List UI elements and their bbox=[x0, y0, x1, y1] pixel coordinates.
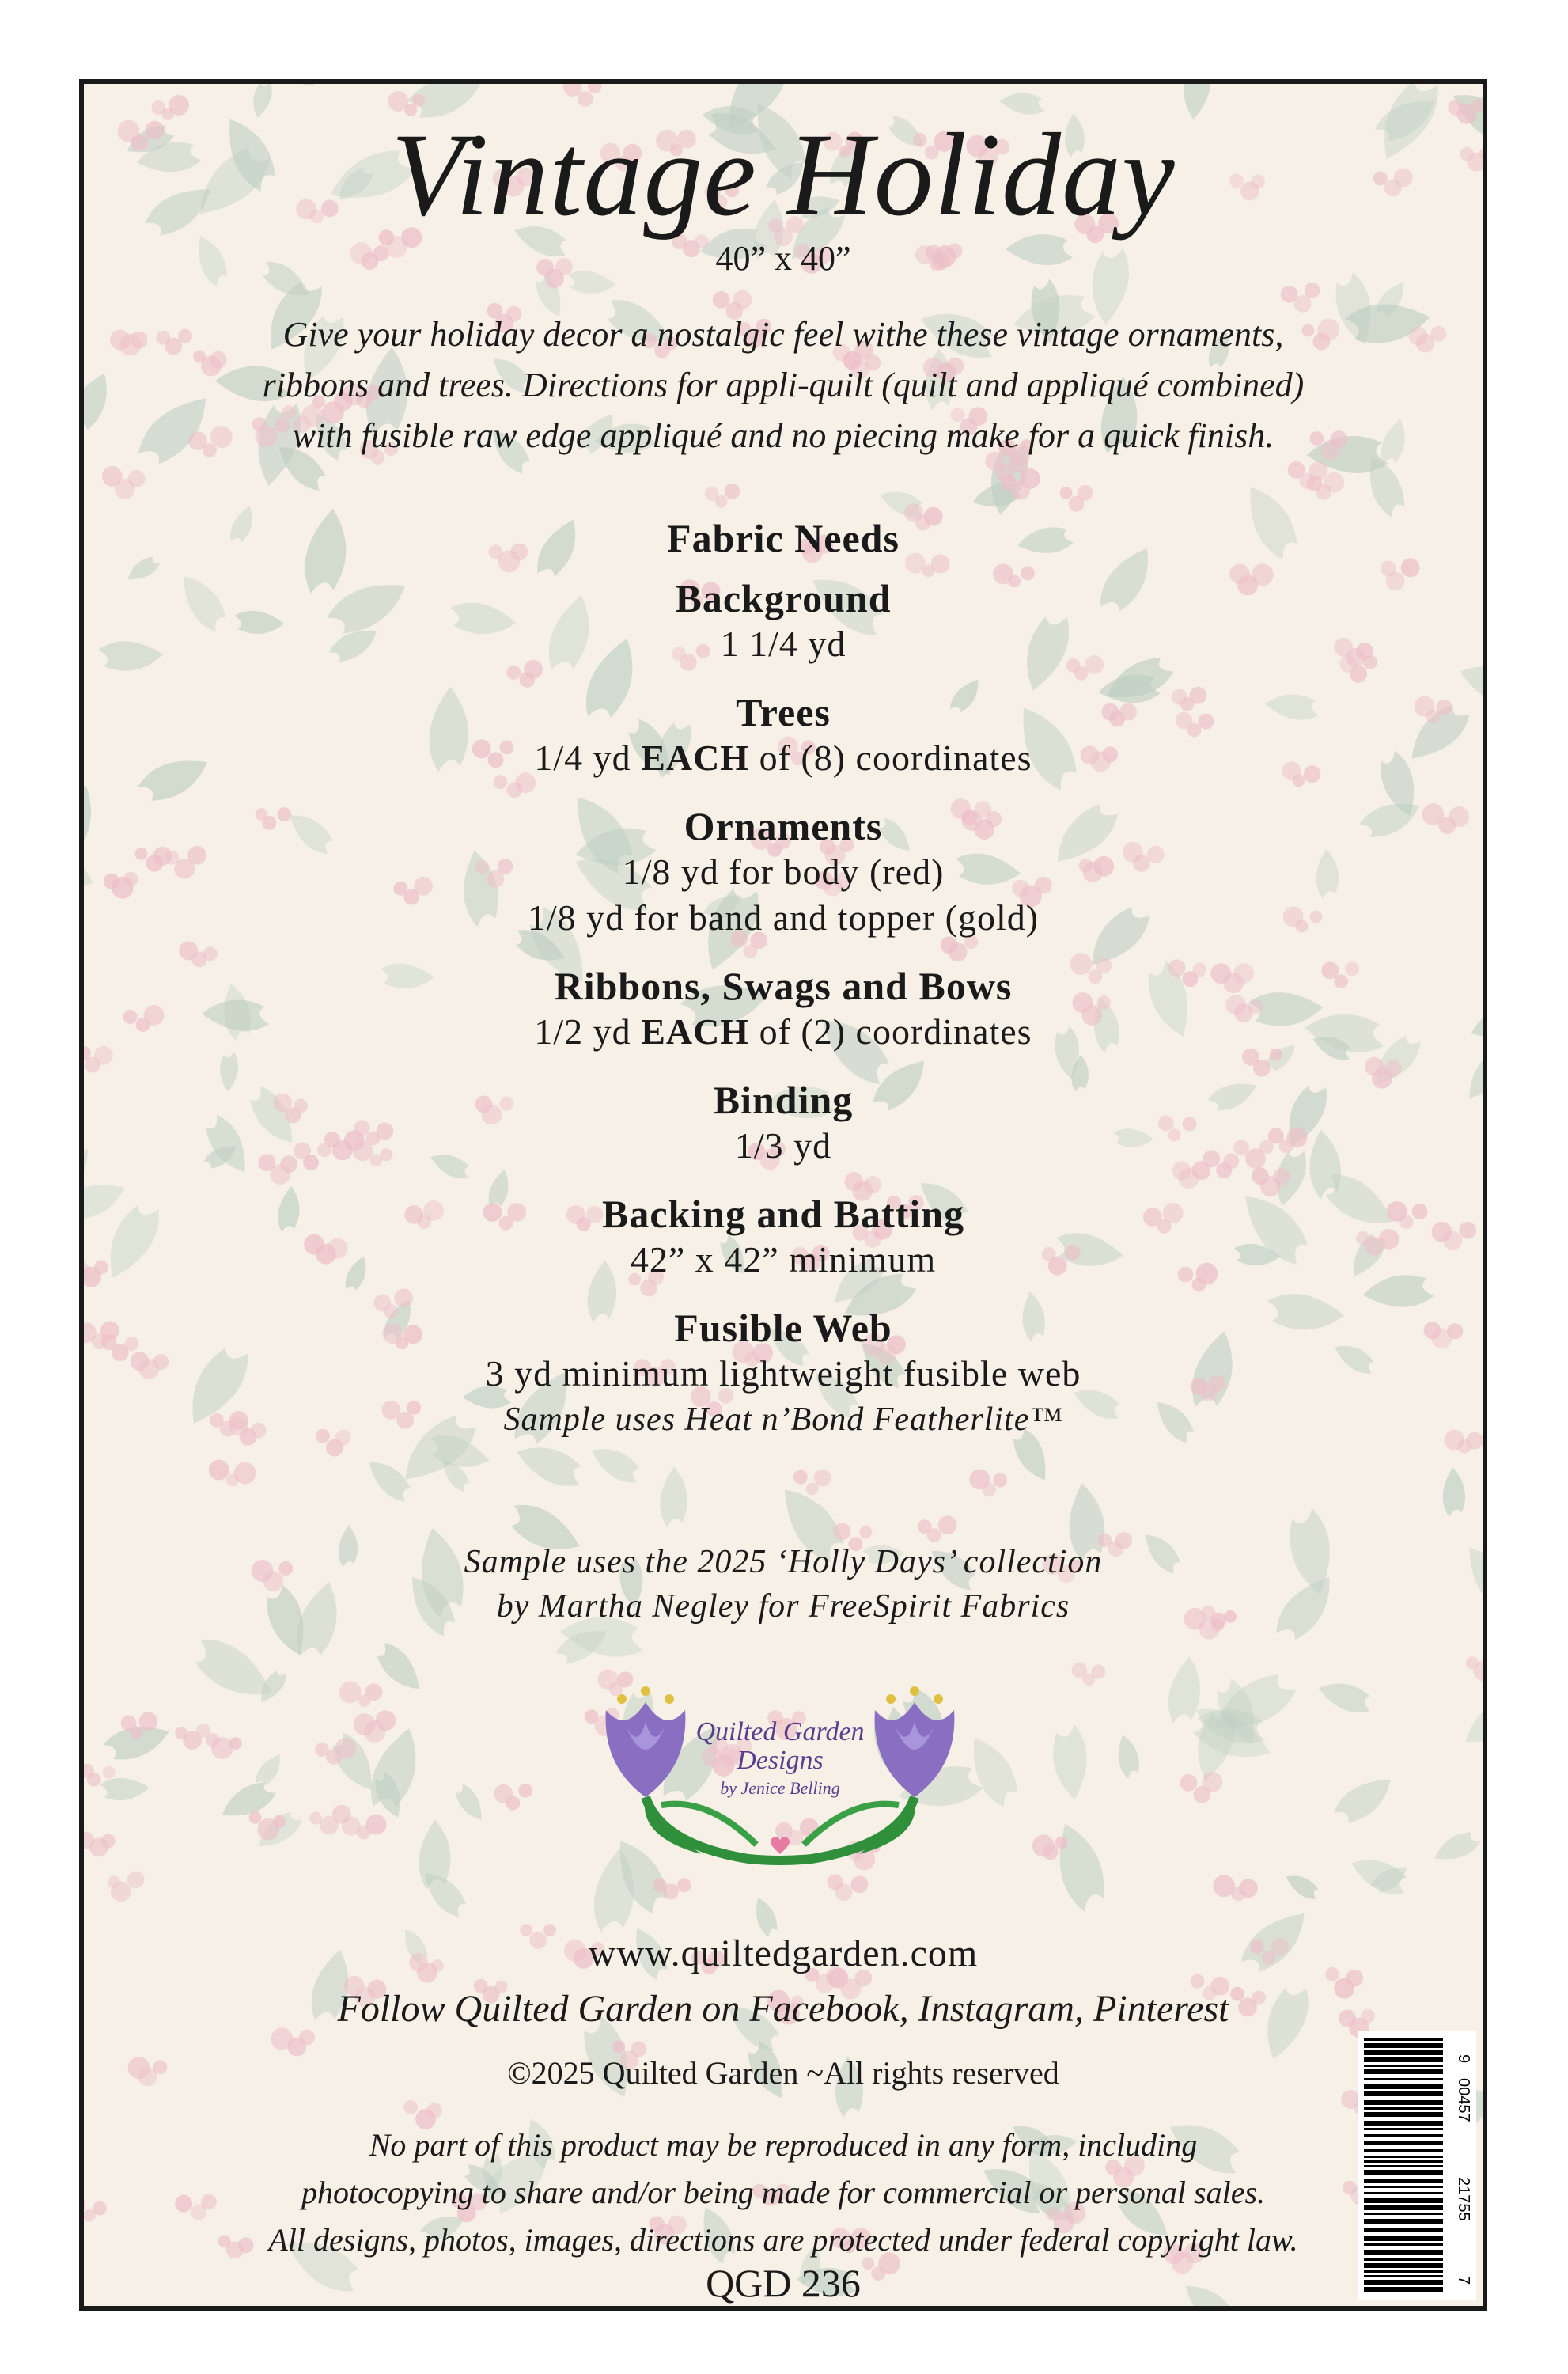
intro-text bbox=[203, 309, 1364, 461]
barcode-bar bbox=[1364, 2219, 1443, 2224]
background-heading: Background bbox=[675, 576, 892, 620]
intro-line: with fusible raw edge appliqué and no piecing make for a quick finish. bbox=[292, 416, 1274, 455]
barcode-group-2: 21755 bbox=[1455, 2177, 1472, 2221]
ribbons-amount-detail: of (2) coordinates bbox=[759, 1011, 1032, 1052]
barcode-bar bbox=[1364, 2128, 1443, 2130]
copyright-notice: ©2025 Quilted Garden ~All rights reserved bbox=[507, 2055, 1059, 2091]
barcode-bar bbox=[1364, 2160, 1443, 2163]
barcode-bar bbox=[1364, 2091, 1443, 2096]
ornaments-heading: Ornaments bbox=[684, 804, 883, 848]
ornaments-body-amount: 1/8 yd for body (red) bbox=[622, 851, 945, 892]
barcode-bar bbox=[1364, 2141, 1443, 2145]
barcode-digit-top: 9 bbox=[1455, 2054, 1472, 2064]
barcode-bar bbox=[1364, 2243, 1443, 2246]
barcode-bar bbox=[1364, 2107, 1443, 2110]
trees-amount-each: EACH bbox=[641, 738, 750, 778]
barcode-bar bbox=[1364, 2228, 1443, 2232]
barcode-bar bbox=[1364, 2100, 1443, 2105]
barcode-bar bbox=[1364, 2275, 1443, 2277]
barcode-bar bbox=[1364, 2250, 1443, 2255]
website-link[interactable]: www.quiltedgarden.com bbox=[588, 1932, 979, 1974]
intro-line: Give your holiday decor a nostalgic feel withe these vintage ornaments, bbox=[282, 315, 1284, 354]
barcode-digit-bottom: 7 bbox=[1455, 2276, 1472, 2285]
collection-credit bbox=[84, 1540, 1483, 1629]
barcode-bar bbox=[1364, 2236, 1443, 2241]
intro-line: ribbons and trees. Directions for appli-quilt (quilt and appliqué combined) bbox=[262, 366, 1305, 404]
barcode-bar bbox=[1364, 2263, 1443, 2268]
barcode-bar bbox=[1364, 2205, 1443, 2210]
fabric-needs-heading: Fabric Needs bbox=[667, 516, 900, 560]
barcode bbox=[1358, 2031, 1476, 2300]
legal-line: All designs, photos, images, directions are protected under federal copyright law. bbox=[268, 2222, 1298, 2258]
barcode-bar bbox=[1364, 2156, 1443, 2158]
barcode-bar bbox=[1364, 2038, 1443, 2041]
barcode-bar bbox=[1364, 2057, 1443, 2062]
barcode-bar bbox=[1364, 2280, 1443, 2285]
binding-heading: Binding bbox=[713, 1078, 854, 1122]
logo-byline: by Jenice Belling bbox=[720, 1778, 840, 1798]
barcode-bar bbox=[1364, 2192, 1443, 2194]
trees-amount bbox=[84, 735, 1483, 781]
fusible-sample-note: Sample uses Heat n’Bond Featherlite™ bbox=[503, 1401, 1063, 1438]
barcode-bar bbox=[1364, 2198, 1443, 2203]
barcode-bar bbox=[1364, 2112, 1443, 2117]
collection-line: Sample uses the 2025 ‘Holly Days’ collection bbox=[464, 1544, 1103, 1580]
cover-panel bbox=[79, 79, 1487, 2311]
binding-amount: 1/3 yd bbox=[734, 1125, 832, 1166]
legal-notice bbox=[163, 2122, 1403, 2264]
backing-heading: Backing and Batting bbox=[601, 1192, 964, 1236]
ribbons-amount-each: EACH bbox=[641, 1011, 750, 1052]
trees-heading: Trees bbox=[736, 690, 831, 734]
collection-line: by Martha Negley for FreeSpirit Fabrics bbox=[496, 1588, 1070, 1625]
trees-amount-qty: 1/4 yd bbox=[534, 738, 631, 778]
barcode-bar bbox=[1364, 2270, 1443, 2273]
pattern-code: QGD 236 bbox=[706, 2261, 861, 2305]
fusible-amount: 3 yd minimum lightweight fusible web bbox=[485, 1353, 1081, 1394]
barcode-bar bbox=[1364, 2186, 1443, 2188]
barcode-bar bbox=[1364, 2170, 1443, 2175]
quilt-size: 40” x 40” bbox=[715, 239, 851, 278]
barcode-bar bbox=[1364, 2149, 1443, 2152]
ribbons-amount bbox=[84, 1009, 1483, 1055]
fabric-needs-list bbox=[84, 515, 1483, 1443]
barcode-bar bbox=[1364, 2213, 1443, 2215]
backing-amount: 42” x 42” minimum bbox=[630, 1239, 937, 1280]
barcode-bar bbox=[1364, 2050, 1443, 2055]
barcode-bar bbox=[1364, 2258, 1443, 2261]
barcode-group-1: 00457 bbox=[1455, 2078, 1472, 2122]
barcode-bar bbox=[1364, 2121, 1443, 2126]
trees-amount-detail: of (8) coordinates bbox=[759, 738, 1032, 778]
barcode-bar bbox=[1364, 2069, 1443, 2074]
barcode-bar bbox=[1364, 2084, 1443, 2089]
tulip-logo-icon bbox=[590, 1678, 970, 1868]
ribbons-amount-qty: 1/2 yd bbox=[534, 1011, 631, 1052]
barcode-bar bbox=[1364, 2065, 1443, 2067]
legal-line: photocopying to share and/or being made for commercial or personal sales. bbox=[301, 2175, 1266, 2210]
ornaments-band-amount: 1/8 yd for band and topper (gold) bbox=[527, 897, 1040, 938]
legal-line: No part of this product may be reproduced in any form, including bbox=[369, 2127, 1198, 2163]
logo-name-line: Quilted Garden bbox=[695, 1717, 865, 1746]
page-title: Vintage Holiday bbox=[391, 109, 1176, 241]
fusible-heading: Fusible Web bbox=[674, 1306, 892, 1350]
barcode-bar bbox=[1364, 2179, 1443, 2183]
logo-designs-line: Designs bbox=[737, 1746, 824, 1775]
barcode-bar bbox=[1364, 2134, 1443, 2137]
barcode-bar bbox=[1364, 2287, 1443, 2292]
barcode-bar bbox=[1364, 2165, 1443, 2167]
ribbons-heading: Ribbons, Swags and Bows bbox=[554, 964, 1013, 1008]
social-follow-text: Follow Quilted Garden on Facebook, Instagram, Pinterest bbox=[337, 1988, 1229, 2030]
barcode-bar bbox=[1364, 2043, 1443, 2048]
barcode-bar bbox=[1364, 2078, 1443, 2080]
background-amount: 1 1/4 yd bbox=[720, 624, 846, 664]
